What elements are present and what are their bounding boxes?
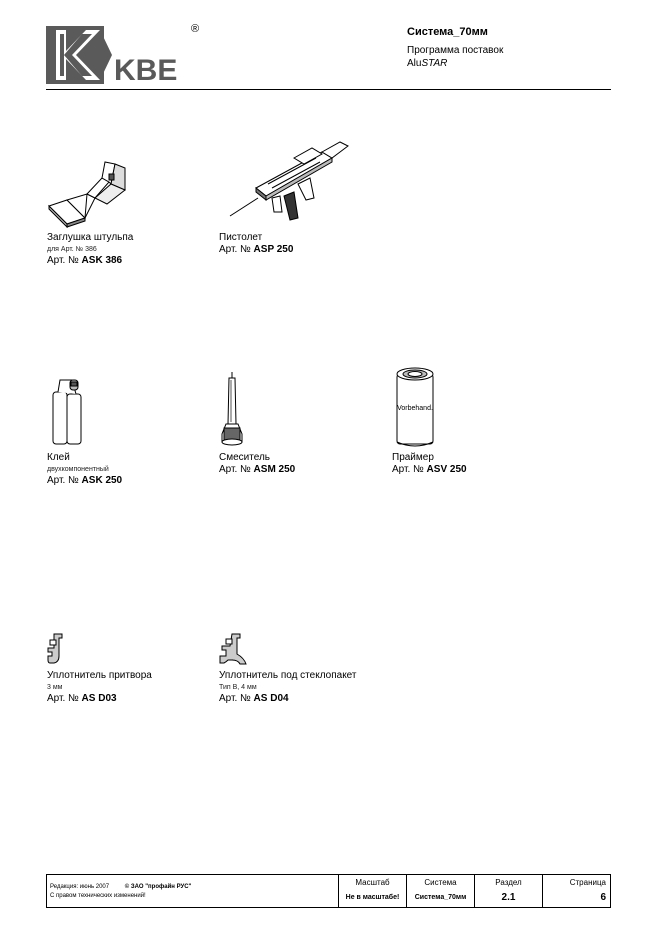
rebate-seal-icon — [46, 632, 68, 666]
item-article: Арт. № AS D03 — [47, 693, 117, 704]
item-article: Арт. № AS D04 — [219, 693, 289, 704]
system-label: Система — [424, 878, 457, 887]
scale-value: Не в масштабе! — [345, 894, 400, 901]
item-article: Арт. № ASM 250 — [219, 464, 296, 475]
item-note: Тип В, 4 мм — [219, 684, 257, 691]
page-title: Система_70мм — [407, 26, 488, 38]
item-note: для Арт. № 386 — [47, 246, 97, 253]
item-note: двухкомпонентный — [47, 466, 109, 473]
item-name: Клей — [47, 452, 70, 463]
page-subtitle: Программа поставок — [407, 45, 504, 56]
item-primer — [392, 452, 467, 476]
footer-scale-cell — [338, 875, 406, 907]
mixer-nozzle-icon — [218, 370, 246, 448]
footer-page-cell — [542, 875, 610, 907]
item-glue — [47, 452, 122, 487]
item-glazing-seal — [219, 670, 357, 705]
footer-disclaimer: С правом технических изменений! — [50, 893, 146, 899]
section-label: Раздел — [495, 878, 522, 887]
footer-title-block — [46, 874, 611, 908]
item-name: Смеситель — [219, 452, 270, 463]
footer-system-cell — [406, 875, 474, 907]
item-rebate-seal — [47, 670, 152, 705]
system-value: Система_70мм — [414, 894, 467, 901]
logo-text: KBE — [114, 54, 178, 84]
page-number: 6 — [600, 892, 606, 903]
item-name: Заглушка штульпа — [47, 232, 134, 243]
item-article: Арт. № ASK 250 — [47, 475, 123, 486]
glazing-seal-icon — [218, 632, 248, 666]
footer-edition-line: Редакция: июнь 2007 © ЗАО "профайн РУС" — [50, 884, 192, 890]
footer-section-cell — [474, 875, 542, 907]
product-line: AluSTAR — [407, 58, 448, 69]
item-mullion-cap — [47, 232, 133, 267]
glue-gun-icon — [228, 138, 353, 223]
item-article: Арт. № ASK 386 — [47, 255, 123, 266]
item-name: Уплотнитель под стеклопакет — [219, 670, 357, 681]
item-name: Уплотнитель притвора — [47, 670, 152, 681]
item-name: Пистолет — [219, 232, 263, 243]
can-label: Vorbehand. — [397, 405, 433, 412]
page-label: Страница — [569, 878, 606, 887]
kbe-logo — [46, 26, 188, 84]
item-article: Арт. № ASP 250 — [219, 244, 294, 255]
scale-label: Масштаб — [355, 878, 390, 887]
section-value: 2.1 — [501, 892, 516, 903]
header-divider — [46, 89, 611, 90]
mullion-cap-icon — [47, 158, 132, 228]
item-name: Праймер — [392, 452, 434, 463]
item-article: Арт. № ASV 250 — [392, 464, 467, 475]
item-glue-gun — [219, 232, 293, 256]
item-note: 3 мм — [47, 684, 63, 691]
glue-cartridge-icon — [50, 376, 86, 448]
primer-can-icon — [394, 366, 436, 448]
registered-mark: ® — [191, 23, 200, 35]
item-mixer — [219, 452, 295, 476]
